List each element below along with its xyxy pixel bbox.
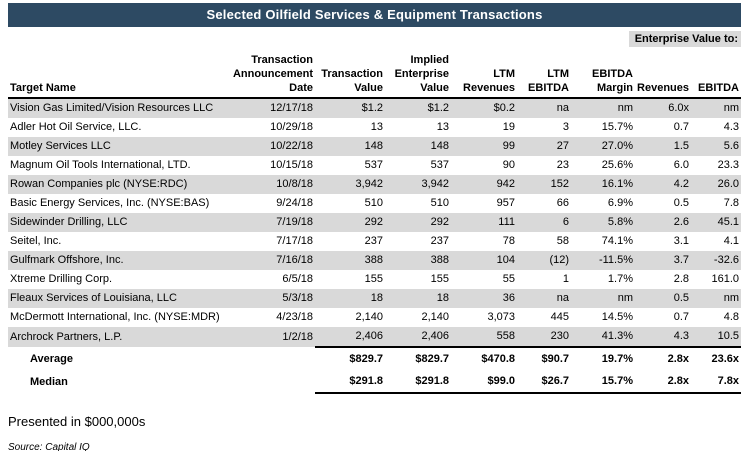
median-announcement-date [223, 370, 315, 393]
cell-ltm-ebitda: 27 [556, 140, 569, 152]
average-ebitda-margin: 19.7% [571, 347, 635, 370]
table-row [8, 327, 741, 347]
median-ltm-ebitda: $26.7 [517, 370, 571, 393]
table-row [8, 118, 741, 137]
cell-target-name: Seitel, Inc. [10, 235, 62, 247]
cell-implied-ev: 2,406 [421, 330, 449, 342]
cell-implied-ev: 388 [430, 254, 449, 266]
cell-announcement-date: 10/29/18 [270, 121, 313, 133]
cell-target-name: Archrock Partners, L.P. [10, 330, 123, 343]
cell-transaction-value: 292 [364, 216, 383, 228]
cell-ev-revenues: 4.3 [673, 330, 689, 342]
cell-ebitda-margin: -11.5% [598, 254, 633, 266]
cell-ev-revenues: 0.5 [673, 292, 689, 304]
cell-announcement-date: 7/17/18 [276, 235, 313, 247]
header-ev-revenues: Revenues [635, 49, 691, 98]
cell-ltm-ebitda: na [556, 102, 569, 114]
page-title: Selected Oilfield Services & Equipment Transactions [206, 7, 543, 22]
cell-announcement-date: 4/23/18 [276, 311, 313, 323]
cell-ltm-revenues: 111 [498, 216, 515, 228]
cell-ev-ebitda: 4.3 [723, 121, 739, 133]
cell-ev-ebitda: 45.1 [717, 216, 739, 228]
cell-transaction-value: 13 [370, 121, 383, 133]
cell-target-name: Gulfmark Offshore, Inc. [10, 254, 124, 266]
table-row [8, 156, 741, 175]
cell-ev-revenues: 0.5 [673, 197, 689, 209]
cell-ltm-revenues: 957 [496, 197, 515, 209]
cell-ev-ebitda: nm [723, 292, 739, 304]
cell-ebitda-margin: 41.3% [601, 330, 633, 342]
table-row [8, 175, 741, 194]
average-target-name: Average [30, 352, 74, 365]
cell-implied-ev: 537 [430, 159, 449, 171]
cell-transaction-value: 148 [364, 140, 383, 152]
table-row [8, 251, 741, 270]
cell-ev-revenues: 6.0 [673, 159, 689, 171]
cell-target-name: Fleaux Services of Louisiana, LLC [10, 292, 177, 304]
cell-implied-ev: 237 [430, 235, 449, 247]
cell-ltm-ebitda: 445 [550, 311, 569, 323]
cell-ev-ebitda: 4.1 [723, 235, 739, 247]
cell-target-name: Xtreme Drilling Corp. [10, 273, 113, 285]
median-target-name: Median [30, 375, 68, 388]
cell-ev-ebitda: 5.6 [723, 140, 739, 152]
median-row [8, 370, 741, 393]
cell-announcement-date: 7/16/18 [276, 254, 313, 266]
cell-ev-ebitda: nm [723, 102, 739, 114]
median-ltm-revenues: $99.0 [451, 370, 517, 393]
cell-ltm-ebitda: 23 [556, 159, 569, 171]
cell-ev-ebitda: 4.8 [723, 311, 739, 323]
cell-announcement-date: 12/17/18 [270, 102, 313, 114]
cell-ltm-revenues: 99 [502, 140, 515, 152]
cell-transaction-value: 155 [364, 273, 383, 285]
cell-ev-ebitda: 26.0 [717, 178, 739, 190]
cell-ev-revenues: 2.6 [673, 216, 689, 228]
cell-ebitda-margin: 74.1% [601, 235, 633, 247]
cell-transaction-value: 510 [364, 197, 383, 209]
cell-ev-revenues: 1.5 [673, 140, 689, 152]
cell-target-name: Rowan Companies plc (NYSE:RDC) [10, 178, 188, 190]
cell-announcement-date: 10/22/18 [270, 140, 313, 152]
median-transaction-value: $291.8 [315, 370, 385, 393]
header-announcement-date: Transaction Announcement Date [223, 49, 315, 98]
cell-transaction-value: 388 [364, 254, 383, 266]
median-ev-ebitda: 7.8x [691, 370, 741, 393]
cell-ebitda-margin: 1.7% [607, 273, 633, 285]
cell-ltm-revenues: 90 [502, 159, 515, 171]
cell-ebitda-margin: nm [617, 292, 633, 304]
cell-transaction-value: 237 [364, 235, 383, 247]
average-transaction-value: $829.7 [315, 347, 385, 370]
header-target-name: Target Name [8, 49, 223, 98]
cell-ltm-ebitda: 152 [550, 178, 569, 190]
table-row [8, 232, 741, 251]
average-announcement-date [223, 347, 315, 370]
header-transaction-value: Transaction Value [315, 49, 385, 98]
cell-ev-ebitda: 161.0 [711, 273, 739, 285]
cell-announcement-date: 10/15/18 [270, 159, 313, 171]
cell-target-name: Adler Hot Oil Service, LLC. [10, 121, 142, 133]
cell-ebitda-margin: 6.9% [607, 197, 633, 209]
cell-target-name: Vision Gas Limited/Vision Resources LLC [10, 102, 214, 114]
average-ev-ebitda: 23.6x [691, 347, 741, 370]
table-row [8, 213, 741, 232]
cell-transaction-value: 18 [370, 292, 383, 304]
table-row [8, 98, 741, 118]
average-ltm-ebitda: $90.7 [517, 347, 571, 370]
cell-ltm-revenues: 36 [502, 292, 515, 304]
table-body [8, 98, 741, 347]
average-ev-revenues: 2.8x [635, 347, 691, 370]
cell-ev-ebitda: 10.5 [717, 330, 739, 342]
cell-ebitda-margin: 25.6% [601, 159, 633, 171]
cell-ltm-ebitda: 1 [562, 273, 569, 285]
cell-announcement-date: 10/8/18 [276, 178, 313, 190]
cell-ebitda-margin: 16.1% [601, 178, 633, 190]
cell-ltm-revenues: 104 [496, 254, 515, 266]
cell-ev-revenues: 3.7 [673, 254, 689, 266]
cell-implied-ev: 18 [436, 292, 449, 304]
cell-announcement-date: 9/24/18 [276, 197, 313, 209]
cell-ev-revenues: 0.7 [673, 311, 689, 323]
cell-ltm-revenues: $0.2 [493, 102, 515, 114]
cell-ltm-ebitda: 66 [556, 197, 569, 209]
table-row [8, 289, 741, 308]
cell-ev-revenues: 3.1 [673, 235, 689, 247]
header-ebitda-margin: EBITDA Margin [571, 49, 635, 98]
cell-transaction-value: 537 [364, 159, 383, 171]
table-header [8, 49, 741, 98]
cell-implied-ev: 2,140 [421, 311, 449, 323]
average-row [8, 347, 741, 370]
cell-ltm-revenues: 19 [502, 121, 515, 133]
table-row [8, 194, 741, 213]
cell-implied-ev: 155 [430, 273, 449, 285]
cell-transaction-value: 3,942 [355, 178, 383, 190]
cell-ev-revenues: 0.7 [673, 121, 689, 133]
cell-ebitda-margin: 27.0% [601, 140, 633, 152]
cell-announcement-date: 6/5/18 [282, 273, 313, 285]
cell-ev-revenues: 4.2 [673, 178, 689, 190]
cell-ev-ebitda: -32.6 [713, 254, 739, 266]
cell-ltm-revenues: 55 [502, 273, 515, 285]
cell-target-name: Magnum Oil Tools International, LTD. [10, 159, 191, 171]
header-ltm-revenues: LTM Revenues [451, 49, 517, 98]
table-row [8, 137, 741, 156]
table-row [8, 270, 741, 289]
cell-target-name: McDermott International, Inc. (NYSE:MDR) [10, 311, 220, 323]
cell-ebitda-margin: nm [617, 102, 633, 114]
cell-ltm-ebitda: 58 [556, 235, 569, 247]
cell-announcement-date: 7/19/18 [276, 216, 313, 228]
cell-ltm-ebitda: 6 [562, 216, 569, 228]
source-note: Source: Capital IQ [8, 442, 90, 451]
header-ltm-ebitda: LTM EBITDA [517, 49, 571, 98]
header-implied-ev: Implied Enterprise Value [385, 49, 451, 98]
cell-ev-revenues: 6.0x [668, 102, 689, 114]
cell-announcement-date: 5/3/18 [282, 292, 313, 304]
cell-ebitda-margin: 14.5% [601, 311, 633, 323]
table-summary [8, 347, 741, 393]
cell-ltm-revenues: 78 [502, 235, 515, 247]
cell-ltm-ebitda: 3 [562, 121, 569, 133]
cell-ltm-revenues: 942 [496, 178, 515, 190]
cell-transaction-value: $1.2 [361, 102, 383, 114]
header-ev-ebitda: EBITDA [691, 49, 741, 98]
cell-implied-ev: 292 [430, 216, 449, 228]
units-note: Presented in $000,000s [8, 414, 146, 429]
cell-target-name: Sidewinder Drilling, LLC [10, 216, 128, 228]
title-bar [8, 3, 741, 27]
median-implied-ev: $291.8 [385, 370, 451, 393]
table-row [8, 308, 741, 327]
cell-implied-ev: 3,942 [421, 178, 449, 190]
cell-implied-ev: $1.2 [427, 102, 449, 114]
cell-target-name: Motley Services LLC [10, 140, 111, 152]
cell-ltm-ebitda: 230 [550, 330, 569, 342]
cell-ev-revenues: 2.8 [673, 273, 689, 285]
cell-ltm-revenues: 558 [496, 330, 515, 342]
cell-ev-ebitda: 7.8 [723, 197, 739, 209]
cell-implied-ev: 510 [430, 197, 449, 209]
cell-announcement-date: 1/2/18 [282, 330, 313, 343]
cell-ebitda-margin: 5.8% [607, 216, 633, 228]
cell-implied-ev: 13 [436, 121, 449, 133]
cell-ebitda-margin: 15.7% [601, 121, 633, 133]
transactions-table [8, 49, 741, 394]
median-ev-revenues: 2.8x [635, 370, 691, 393]
cell-ltm-revenues: 3,073 [487, 311, 515, 323]
cell-ev-ebitda: 23.3 [717, 159, 739, 171]
cell-implied-ev: 148 [430, 140, 449, 152]
header-row [8, 49, 741, 98]
average-ltm-revenues: $470.8 [451, 347, 517, 370]
cell-ltm-ebitda: (12) [549, 254, 569, 266]
cell-ltm-ebitda: na [556, 292, 569, 304]
enterprise-value-to-label: Enterprise Value to: [629, 31, 741, 47]
median-ebitda-margin: 15.7% [571, 370, 635, 393]
cell-transaction-value: 2,406 [355, 330, 383, 342]
average-implied-ev: $829.7 [385, 347, 451, 370]
ev-strip [8, 31, 741, 47]
cell-transaction-value: 2,140 [355, 311, 383, 323]
cell-target-name: Basic Energy Services, Inc. (NYSE:BAS) [10, 197, 210, 209]
